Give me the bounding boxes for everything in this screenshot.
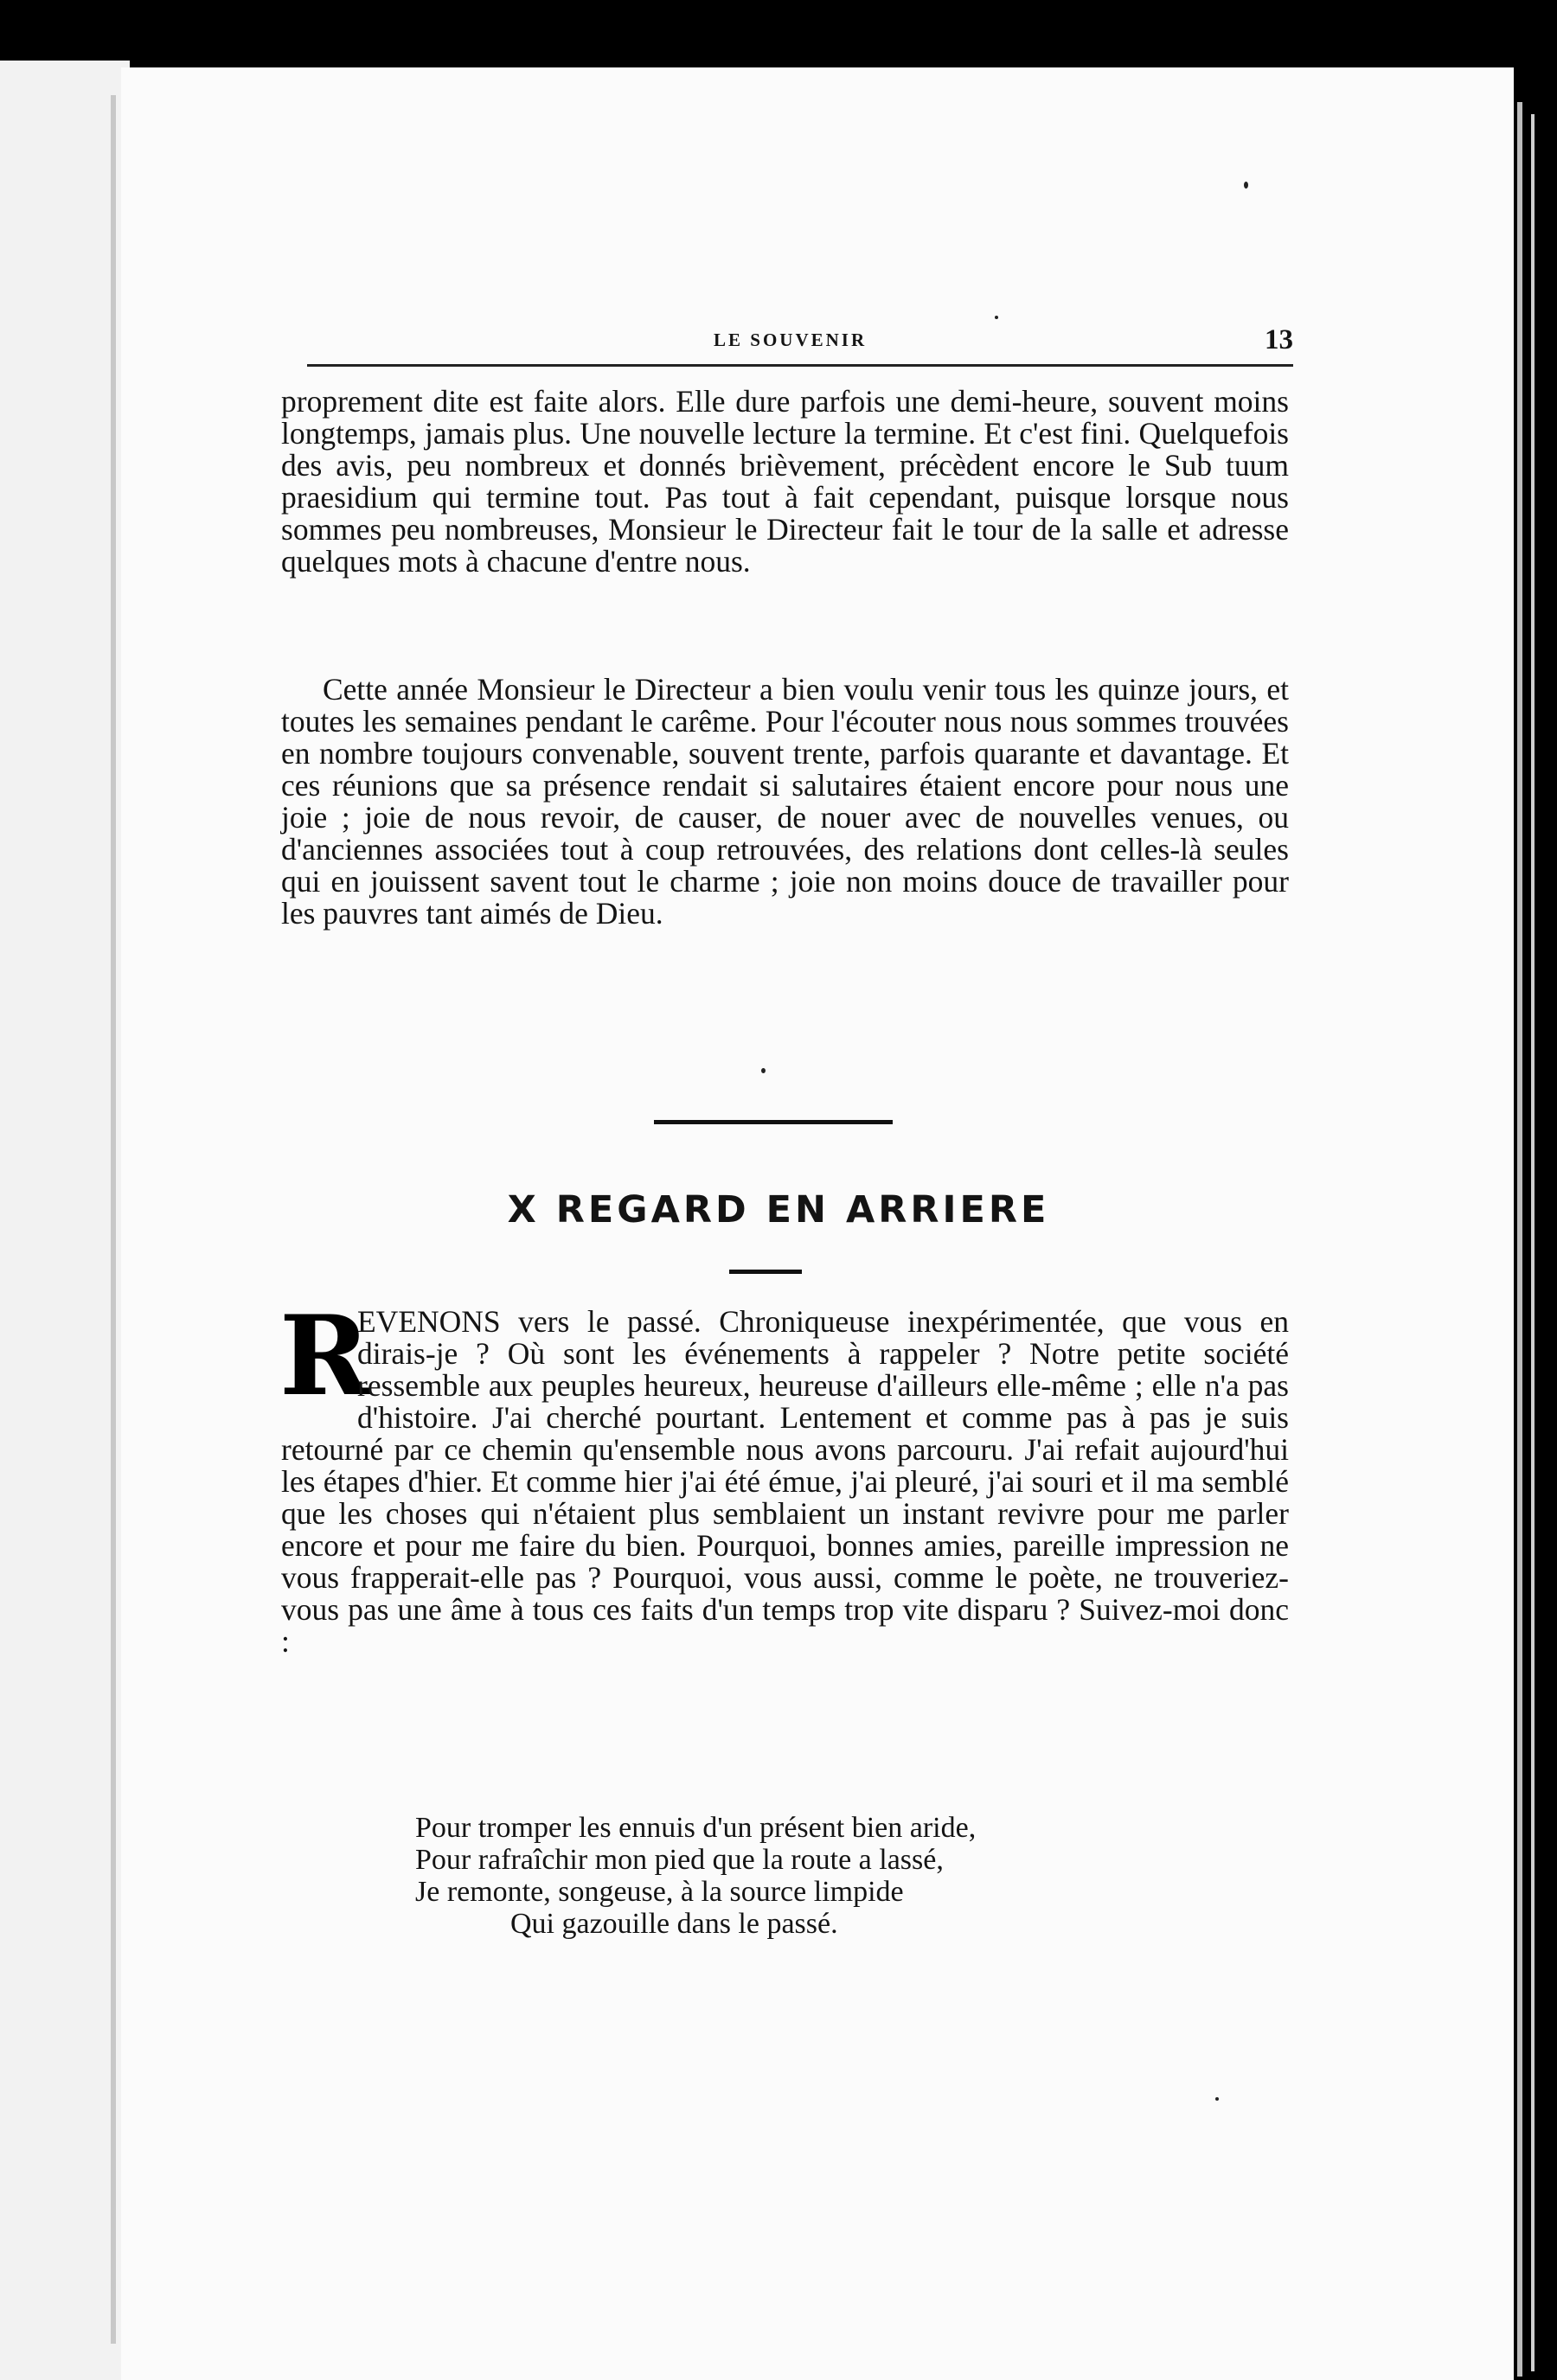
page-stack-edge: [1517, 102, 1522, 2377]
page-number: 13: [1265, 324, 1293, 355]
verse-line: Pour tromper les ennuis d'un présent bien aride,: [415, 1812, 977, 1844]
title-underline-rule: [729, 1270, 802, 1274]
section-title: X REGARD EN ARRIERE: [507, 1188, 1050, 1232]
drop-cap: R: [279, 1292, 370, 1420]
paragraph: [281, 674, 1289, 930]
verse-quote: [415, 1812, 1159, 1940]
speck: [761, 1068, 766, 1073]
paragraph-text: proprement dite est faite alors. Elle dure parfois une demi-heure, souvent moins longtemps, jamais plus. Une nouvelle lecture la termine. Et c'est fini. Quelquefois des avis, peu nombreux et donnés brièvement, précèdent encore le Sub tuum praesidium qui termine tout. Pas tout à fait cependant, puisque lorsque nous sommes peu nombreuses, Monsieur le Directeur fait le tour de la salle et adresse quelques mots à chacune d'entre nous.: [281, 384, 1289, 579]
speck: [1244, 182, 1248, 189]
verse-line: Qui gazouille dans le passé.: [510, 1908, 838, 1940]
page-stack-edge: [1531, 114, 1535, 2371]
section-paragraph: [279, 1292, 1289, 1659]
verse-line: Pour rafraîchir mon pied que la route a lassé,: [415, 1844, 944, 1876]
running-header: [307, 324, 1293, 359]
verse-line: Je remonte, songeuse, à la source limpide: [415, 1876, 904, 1908]
paragraph-text: Cette année Monsieur le Directeur a bien voulu venir tous les quinze jours, et toutes les semaines pendant le carême. Pour l'écouter nous nous sommes trouvées en nombre toujours convenable, souvent trente, parfois quarante et davantage. Et ces réunions que sa présence rendait si salutaires étaient encore pour nous une joie ; joie de nous revoir, de causer, de nouer avec de nouvelles venues, ou d'anciennes associées tout à coup retrouvées, des relations dont celles-là seules qui en jouissent savent tout le charme ; joie non moins douce de travailler pour les pauvres tant aimés de Dieu.: [281, 672, 1289, 931]
section-separator-rule: [654, 1120, 893, 1124]
running-title: LE SOUVENIR: [714, 329, 868, 350]
paragraph-continued: [281, 386, 1289, 578]
paragraph-text: EVENONS vers le passé. Chroniqueuse inexpérimentée, que vous en dirais-je ? Où sont les événements à rappeler ? Notre petite société ressemble aux peuples heureux, heureuse d'ailleurs elle-même ; elle n'a pas d'histoire. J'ai cherché pourtant. Lentement et comme pas à pas je suis retourné par ce chemin qu'ensemble nous avons parcouru. J'ai refait aujourd'hui les étapes d'hier. Et comme hier j'ai été émue, j'ai pleuré, j'ai souri et il ma semblé que les choses qui n'étaient plus semblaient un instant revivre pour me parler encore et pour me faire du bien. Pourquoi, bonnes amies, pareille impression ne vous frapperait-elle pas ? Pourquoi, vous aussi, comme le poète, ne trouveriez-vous pas une âme à tous ces faits d'un temps trop vite disparu ? Suivez-moi donc :: [281, 1304, 1289, 1659]
header-rule: [307, 364, 1293, 367]
speck: [1215, 2097, 1219, 2101]
binding-gutter: [111, 95, 116, 2344]
speck: [995, 316, 998, 319]
